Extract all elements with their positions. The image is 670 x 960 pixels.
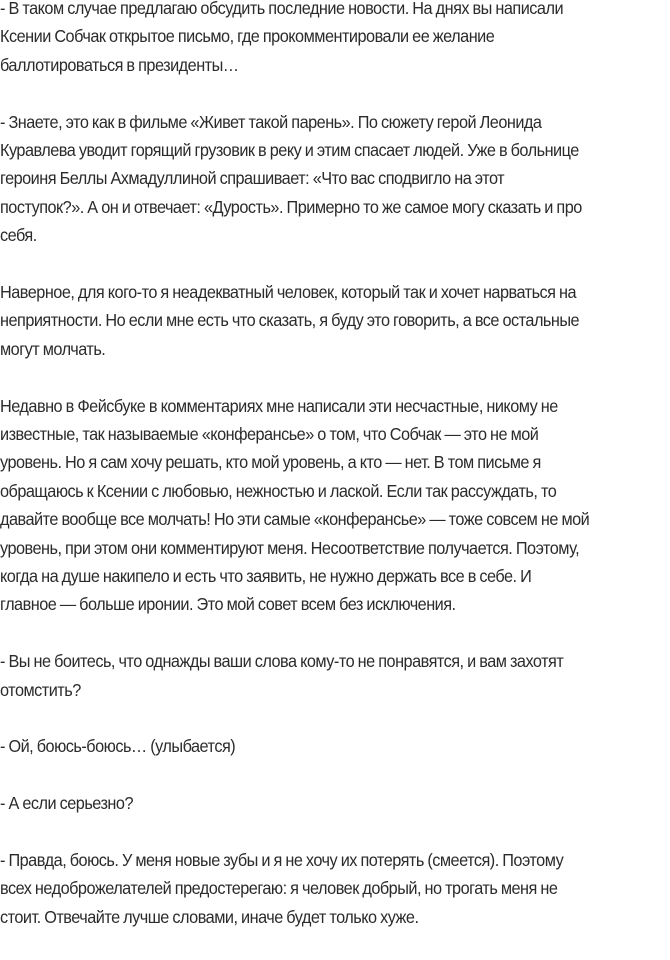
text-line: героиня Беллы Ахмадуллиной спрашивает: «Что вас сподвигло на этот [0,168,505,189]
text-line: неприятности. Но если мне есть что сказать, я буду это говорить, а все остальные [0,310,580,331]
text-line: поступок?». А он и отвечает: «Дурость». Примерно то же самое могу сказать и про [0,196,582,217]
paragraph-answer-facebook [0,392,670,619]
text-line: стоит. Отвечайте лучше словами, иначе будет только хуже. [0,906,419,927]
text-line: отомстить? [0,679,81,700]
text-line: - В таком случае предлагаю обсудить последние новости. На днях вы написали [0,0,564,18]
text-line: Ксении Собчак открытое письмо, где прокомментировали ее желание [0,26,495,47]
text-line: - Вы не боитесь, что однажды ваши слова кому-то не понравятся, и вам захотят [0,651,564,672]
paragraph-answer-film [0,108,670,250]
paragraph-question-news [0,0,670,79]
text-line: Наверное, для кого-то я неадекватный человек, который так и хочет нарваться на [0,282,577,303]
text-line: уровень, при этом они комментируют меня. Несоответствие получается. Поэтому, [0,537,580,558]
text-line: могут молчать. [0,338,106,359]
text-line: - Знаете, это как в фильме «Живет такой парень». По сюжету герой Леонида [0,111,542,132]
text-line: обращаюсь к Ксении с любовью, нежностью и лаской. Если так рассуждать, то [0,480,557,501]
text-line: - Правда, боюсь. У меня новые зубы и я не хочу их потерять (смеется). Поэтому [0,850,564,871]
paragraph-question-seriously [0,789,670,817]
paragraph-answer-afraid [0,732,670,760]
text-line: всех недоброжелателей предостерегаю: я человек добрый, но трогать меня не [0,878,558,899]
paragraph-question-revenge [0,647,670,704]
text-line: когда на душе накипело и есть что заявить, не нужно держать все в себе. И [0,566,532,587]
paragraph-answer-inadequate [0,278,670,363]
text-line: главное — больше иронии. Это мой совет всем без исключения. [0,594,456,615]
text-line: баллотироваться в президенты… [0,54,239,75]
text-line: уровень. Но я сам хочу решать, кто мой уровень, а кто — нет. В том письме я [0,452,541,473]
text-line: давайте вообще все молчать! Но эти самые «конферансье» — тоже совсем не мой [0,509,590,530]
text-line: известные, так называемые «конферансье» о том, что Собчак — это не мой [0,424,539,445]
text-line: себя. [0,225,37,246]
text-line: - Ой, боюсь-боюсь… (улыбается) [0,736,236,757]
paragraph-answer-teeth [0,846,670,931]
text-line: Куравлева уводит горящий грузовик в реку и этим спасает людей. Уже в больнице [0,140,579,161]
text-line: - А если серьезно? [0,793,133,814]
text-line: Недавно в Фейсбуке в комментариях мне написали эти несчастные, никому не [0,395,558,416]
